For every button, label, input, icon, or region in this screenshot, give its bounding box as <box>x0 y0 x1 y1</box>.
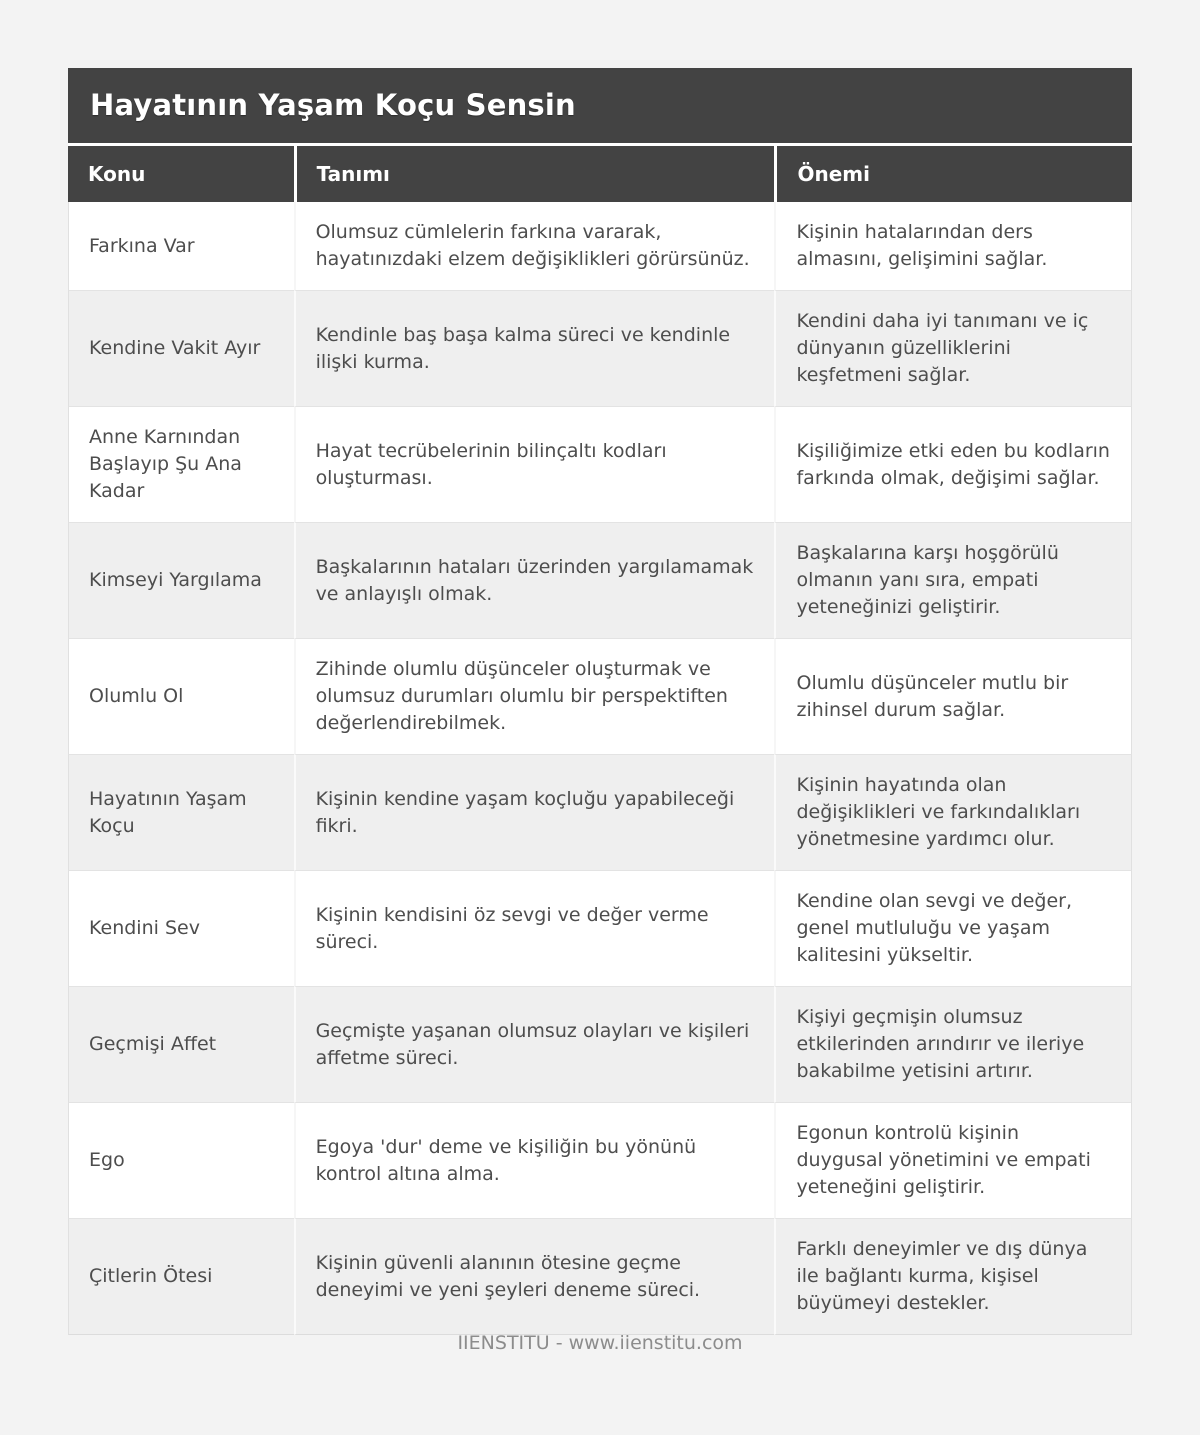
importance-cell: Kişiliğimize etki eden bu kodların farkında olmak, değişimi sağlar. <box>774 406 1132 522</box>
definition-cell: Egoya 'dur' deme ve kişiliğin bu yönünü kontrol altına alma. <box>294 1102 775 1218</box>
importance-cell: Farklı deneyimler ve dış dünya ile bağlantı kurma, kişisel büyümeyi destekler. <box>774 1218 1132 1335</box>
table-row <box>68 202 1132 290</box>
importance-cell: Kişinin hatalarından ders almasını, gelişimini sağlar. <box>774 202 1132 290</box>
header-row <box>68 146 1132 202</box>
table-body <box>68 202 1132 1335</box>
topic-cell: Ego <box>68 1102 294 1218</box>
importance-cell: Kişiyi geçmişin olumsuz etkilerinden arındırır ve ileriye bakabilme yetisini artırır. <box>774 986 1132 1102</box>
topic-cell: Farkına Var <box>68 202 294 290</box>
definition-cell: Olumsuz cümlelerin farkına vararak, hayatınızdaki elzem değişiklikleri görürsünüz. <box>294 202 775 290</box>
definition-cell: Hayat tecrübelerinin bilinçaltı kodları oluşturması. <box>294 406 775 522</box>
table-row <box>68 638 1132 754</box>
topic-cell: Anne Karnından Başlayıp Şu Ana Kadar <box>68 406 294 522</box>
column-header-konu: Konu <box>68 146 294 202</box>
table-row <box>68 754 1132 870</box>
definition-cell: Kişinin kendine yaşam koçluğu yapabileceği fikri. <box>294 754 775 870</box>
importance-cell: Olumlu düşünceler mutlu bir zihinsel durum sağlar. <box>774 638 1132 754</box>
table-row <box>68 406 1132 522</box>
page-title: Hayatının Yaşam Koçu Sensin <box>68 68 1132 143</box>
column-header-tanimi: Tanımı <box>294 146 775 202</box>
table-row <box>68 1218 1132 1335</box>
table-row <box>68 522 1132 638</box>
topic-cell: Olumlu Ol <box>68 638 294 754</box>
topic-cell: Kendini Sev <box>68 870 294 986</box>
importance-cell: Kendine olan sevgi ve değer, genel mutluluğu ve yaşam kalitesini yükseltir. <box>774 870 1132 986</box>
topic-cell: Kendine Vakit Ayır <box>68 290 294 406</box>
table-row <box>68 1102 1132 1218</box>
table-row <box>68 986 1132 1102</box>
importance-cell: Egonun kontrolü kişinin duygusal yönetimini ve empati yeteneğini geliştirir. <box>774 1102 1132 1218</box>
topic-cell: Geçmişi Affet <box>68 986 294 1102</box>
column-header-onemi: Önemi <box>774 146 1132 202</box>
definition-cell: Başkalarının hataları üzerinden yargılamamak ve anlayışlı olmak. <box>294 522 775 638</box>
definition-cell: Geçmişte yaşanan olumsuz olayları ve kişileri affetme süreci. <box>294 986 775 1102</box>
topic-cell: Çitlerin Ötesi <box>68 1218 294 1335</box>
importance-cell: Kendini daha iyi tanımanı ve iç dünyanın güzelliklerini keşfetmeni sağlar. <box>774 290 1132 406</box>
table-row <box>68 870 1132 986</box>
topic-cell: Hayatının Yaşam Koçu <box>68 754 294 870</box>
footer-credit: IIENSTITU - www.iienstitu.com <box>457 1332 743 1354</box>
definition-cell: Kendinle baş başa kalma süreci ve kendinle ilişki kurma. <box>294 290 775 406</box>
content-card <box>68 68 1132 1335</box>
definition-cell: Kişinin kendisini öz sevgi ve değer verme süreci. <box>294 870 775 986</box>
definition-cell: Zihinde olumlu düşünceler oluşturmak ve olumsuz durumları olumlu bir perspektiften değerlendirebilmek. <box>294 638 775 754</box>
importance-cell: Başkalarına karşı hoşgörülü olmanın yanı sıra, empati yeteneğinizi geliştirir. <box>774 522 1132 638</box>
table-row <box>68 290 1132 406</box>
topic-cell: Kimseyi Yargılama <box>68 522 294 638</box>
definition-cell: Kişinin güvenli alanının ötesine geçme deneyimi ve yeni şeyleri deneme süreci. <box>294 1218 775 1335</box>
importance-cell: Kişinin hayatında olan değişiklikleri ve farkındalıkları yönetmesine yardımcı olur. <box>774 754 1132 870</box>
topics-table <box>68 146 1132 1335</box>
table-header <box>68 146 1132 202</box>
